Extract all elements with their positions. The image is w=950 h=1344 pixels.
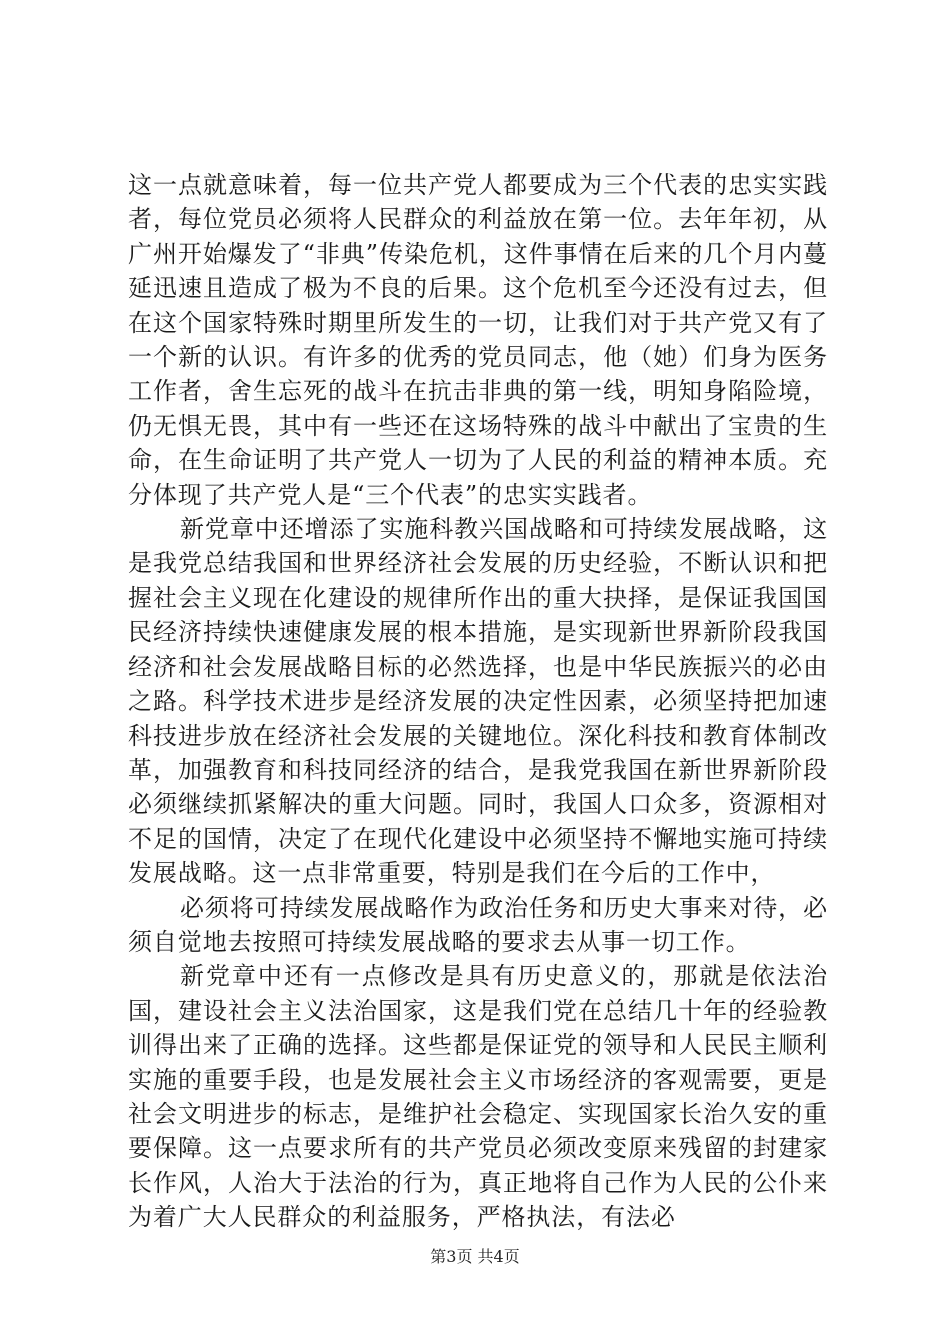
paragraph-2: 新党章中还增添了实施科教兴国战略和可持续发展战略，这是我党总结我国和世界经济社会发展的历史经验，不断认识和把握社会主义现在化建设的规律所作出的重大抉择，是保证我国国民经济持续快速健康发展的根本措施，是实现新世界新阶段我国经济和社会发展战略目标的必然选择，也是中华民族振兴的必由之路。科学技术进步是经济发展的决定性因素，必须坚持把加速科技进步放在经济社会发展的关键地位。深化科技和教育体制改革，加强教育和科技同经济的结合，是我党我国在新世界新阶段必须继续抓紧解决的重大问题。同时，我国人口众多，资源相对不足的国情，决定了在现代化建设中必须坚持不懈地实施可持续发展战略。这一点非常重要，特别是我们在今后的工作中，: [128, 515, 828, 888]
document-body: [128, 168, 828, 1235]
paragraph-3: 必须将可持续发展战略作为政治任务和历史大事来对待，必须自觉地去按照可持续发展战略的要求去从事一切工作。: [128, 893, 828, 956]
paragraph-1: 这一点就意味着，每一位共产党人都要成为三个代表的忠实实践者，每位党员必须将人民群众的利益放在第一位。去年年初，从广州开始爆发了“非典”传染危机，这件事情在后来的几个月内蔓延迅速且造成了极为不良的后果。这个危机至今还没有过去，但在这个国家特殊时期里所发生的一切，让我们对于共产党又有了一个新的认识。有许多的优秀的党员同志，他（她）们身为医务工作者，舍生忘死的战斗在抗击非典的第一线，明知身陷险境，仍无惧无畏，其中有一些还在这场特殊的战斗中献出了宝贵的生命，在生命证明了共产党人一切为了人民的利益的精神本质。充分体现了共产党人是“三个代表”的忠实实践者。: [128, 171, 828, 509]
page-number-footer: 第3页 共4页: [430, 1247, 520, 1266]
paragraph-4: 新党章中还有一点修改是具有历史意义的，那就是依法治国，建设社会主义法治国家，这是我们党在总结几十年的经验教训得出来了正确的选择。这些都是保证党的领导和人民民主顺利实施的重要手段，也是发展社会主义市场经济的客观需要，更是社会文明进步的标志，是维护社会稳定、实现国家长治久安的重要保障。这一点要求所有的共产党员必须改变原来残留的封建家长作风，人治大于法治的行为，真正地将自己作为人民的公仆来为着广大人民群众的利益服务，严格执法，有法必: [128, 962, 828, 1232]
